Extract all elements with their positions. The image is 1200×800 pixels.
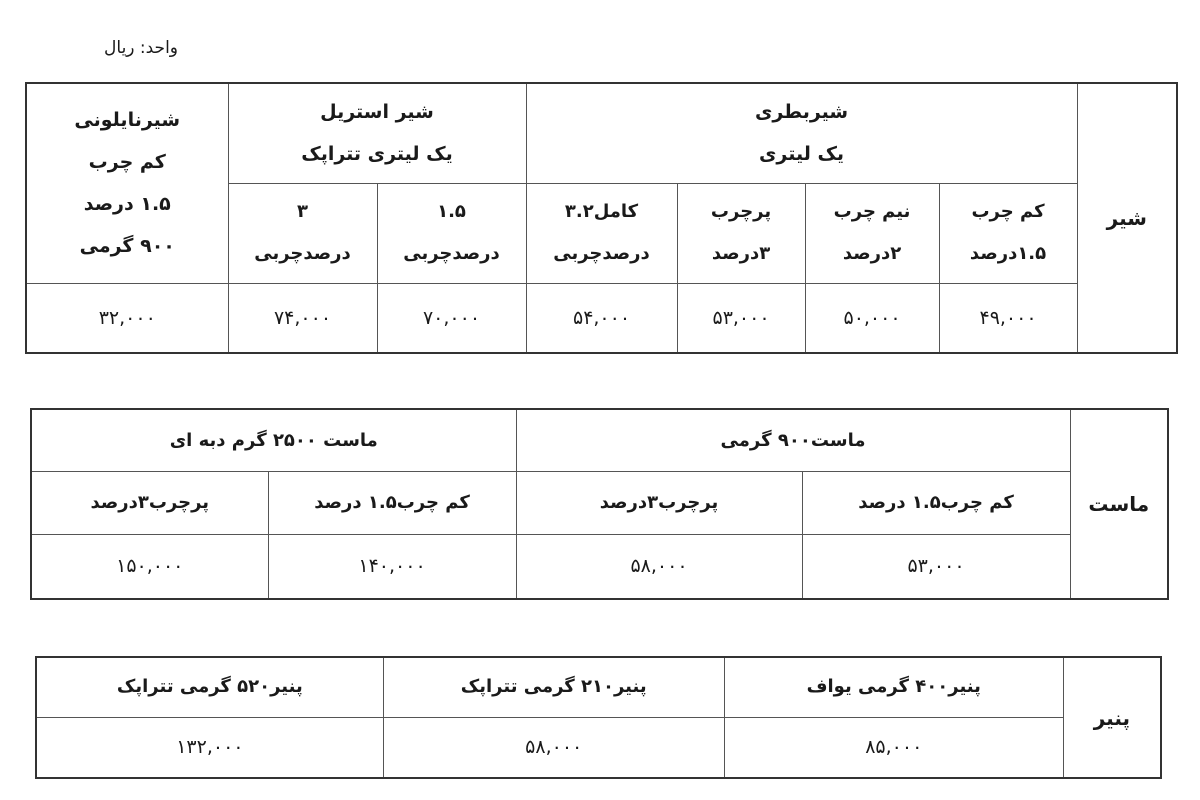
milk-col-header (228, 183, 377, 283)
milk-sterile-line1: شیر استریل (320, 101, 434, 124)
milk-col-header (939, 183, 1077, 283)
milk-price-cell: ۵۳,۰۰۰ (677, 283, 805, 353)
milk-category-label: شیر (1077, 83, 1177, 353)
milk-nylon-line3: ۱.۵ درصد (83, 193, 171, 216)
cheese-price-cell: ۱۳۲,۰۰۰ (36, 717, 383, 778)
yogurt-group-header: ماست ۲۵۰۰ گرم دبه ای (31, 409, 516, 472)
milk-col-line1: ۳ (297, 201, 308, 222)
milk-bottled-line1: شیربطری (754, 101, 849, 124)
milk-col-line2: ۲درصد (842, 243, 902, 264)
milk-price-table (25, 82, 1178, 354)
milk-bottled-line2: یک لیتری (758, 143, 845, 166)
yogurt-price-table (30, 408, 1169, 600)
milk-col-line1: ۱.۵ (437, 201, 466, 222)
milk-col-line1: کامل۳.۲ (564, 201, 639, 222)
yogurt-price-cell: ۱۴۰,۰۰۰ (268, 534, 516, 599)
cheese-col-header: پنیر۲۱۰ گرمی تتراپک (383, 657, 724, 717)
milk-nylon-price-cell: ۳۲,۰۰۰ (26, 283, 228, 353)
milk-price-cell: ۴۹,۰۰۰ (939, 283, 1077, 353)
milk-col-header (677, 183, 805, 283)
yogurt-category-label: ماست (1070, 409, 1168, 599)
yogurt-price-cell: ۵۳,۰۰۰ (802, 534, 1070, 599)
milk-price-cell: ۵۰,۰۰۰ (805, 283, 939, 353)
milk-price-cell: ۵۴,۰۰۰ (526, 283, 677, 353)
milk-col-header (377, 183, 526, 283)
milk-col-line2: درصدچربی (254, 243, 351, 264)
milk-col-line2: ۳درصد (711, 243, 771, 264)
cheese-col-header: پنیر۴۰۰ گرمی یواف (724, 657, 1063, 717)
cheese-price-cell: ۸۵,۰۰۰ (724, 717, 1063, 778)
yogurt-col-header: پرچرب۳درصد (516, 472, 802, 535)
milk-col-line1: نیم چرب (833, 201, 911, 222)
milk-bottled-header (526, 83, 1077, 183)
milk-col-header (526, 183, 677, 283)
milk-nylon-line1: شیرنایلونی (74, 109, 181, 132)
milk-price-cell: ۷۰,۰۰۰ (377, 283, 526, 353)
yogurt-group-header: ماست۹۰۰ گرمی (516, 409, 1070, 472)
milk-col-line2: ۱.۵درصد (969, 243, 1047, 264)
yogurt-col-header: کم چرب۱.۵ درصد (802, 472, 1070, 535)
milk-col-header (805, 183, 939, 283)
milk-col-line2: درصدچربی (403, 243, 500, 264)
milk-col-line1: پرچرب (710, 201, 772, 222)
milk-col-line2: درصدچربی (553, 243, 650, 264)
milk-sterile-header (228, 83, 526, 183)
milk-col-line1: کم چرب (971, 201, 1045, 222)
milk-nylon-line2: کم چرب (88, 151, 166, 174)
milk-price-cell: ۷۴,۰۰۰ (228, 283, 377, 353)
yogurt-col-header: کم چرب۱.۵ درصد (268, 472, 516, 535)
milk-nylon-line4: ۹۰۰ گرمی (79, 235, 175, 258)
cheese-price-cell: ۵۸,۰۰۰ (383, 717, 724, 778)
unit-label: واحد: ریال (104, 38, 178, 58)
milk-nylon-header (26, 83, 228, 283)
yogurt-price-cell: ۵۸,۰۰۰ (516, 534, 802, 599)
cheese-col-header: پنیر۵۲۰ گرمی تتراپک (36, 657, 383, 717)
cheese-category-label: پنیر (1063, 657, 1161, 778)
yogurt-price-cell: ۱۵۰,۰۰۰ (31, 534, 268, 599)
cheese-price-table (35, 656, 1162, 779)
milk-sterile-line2: یک لیتری تتراپک (301, 143, 453, 166)
yogurt-col-header: پرچرب۳درصد (31, 472, 268, 535)
